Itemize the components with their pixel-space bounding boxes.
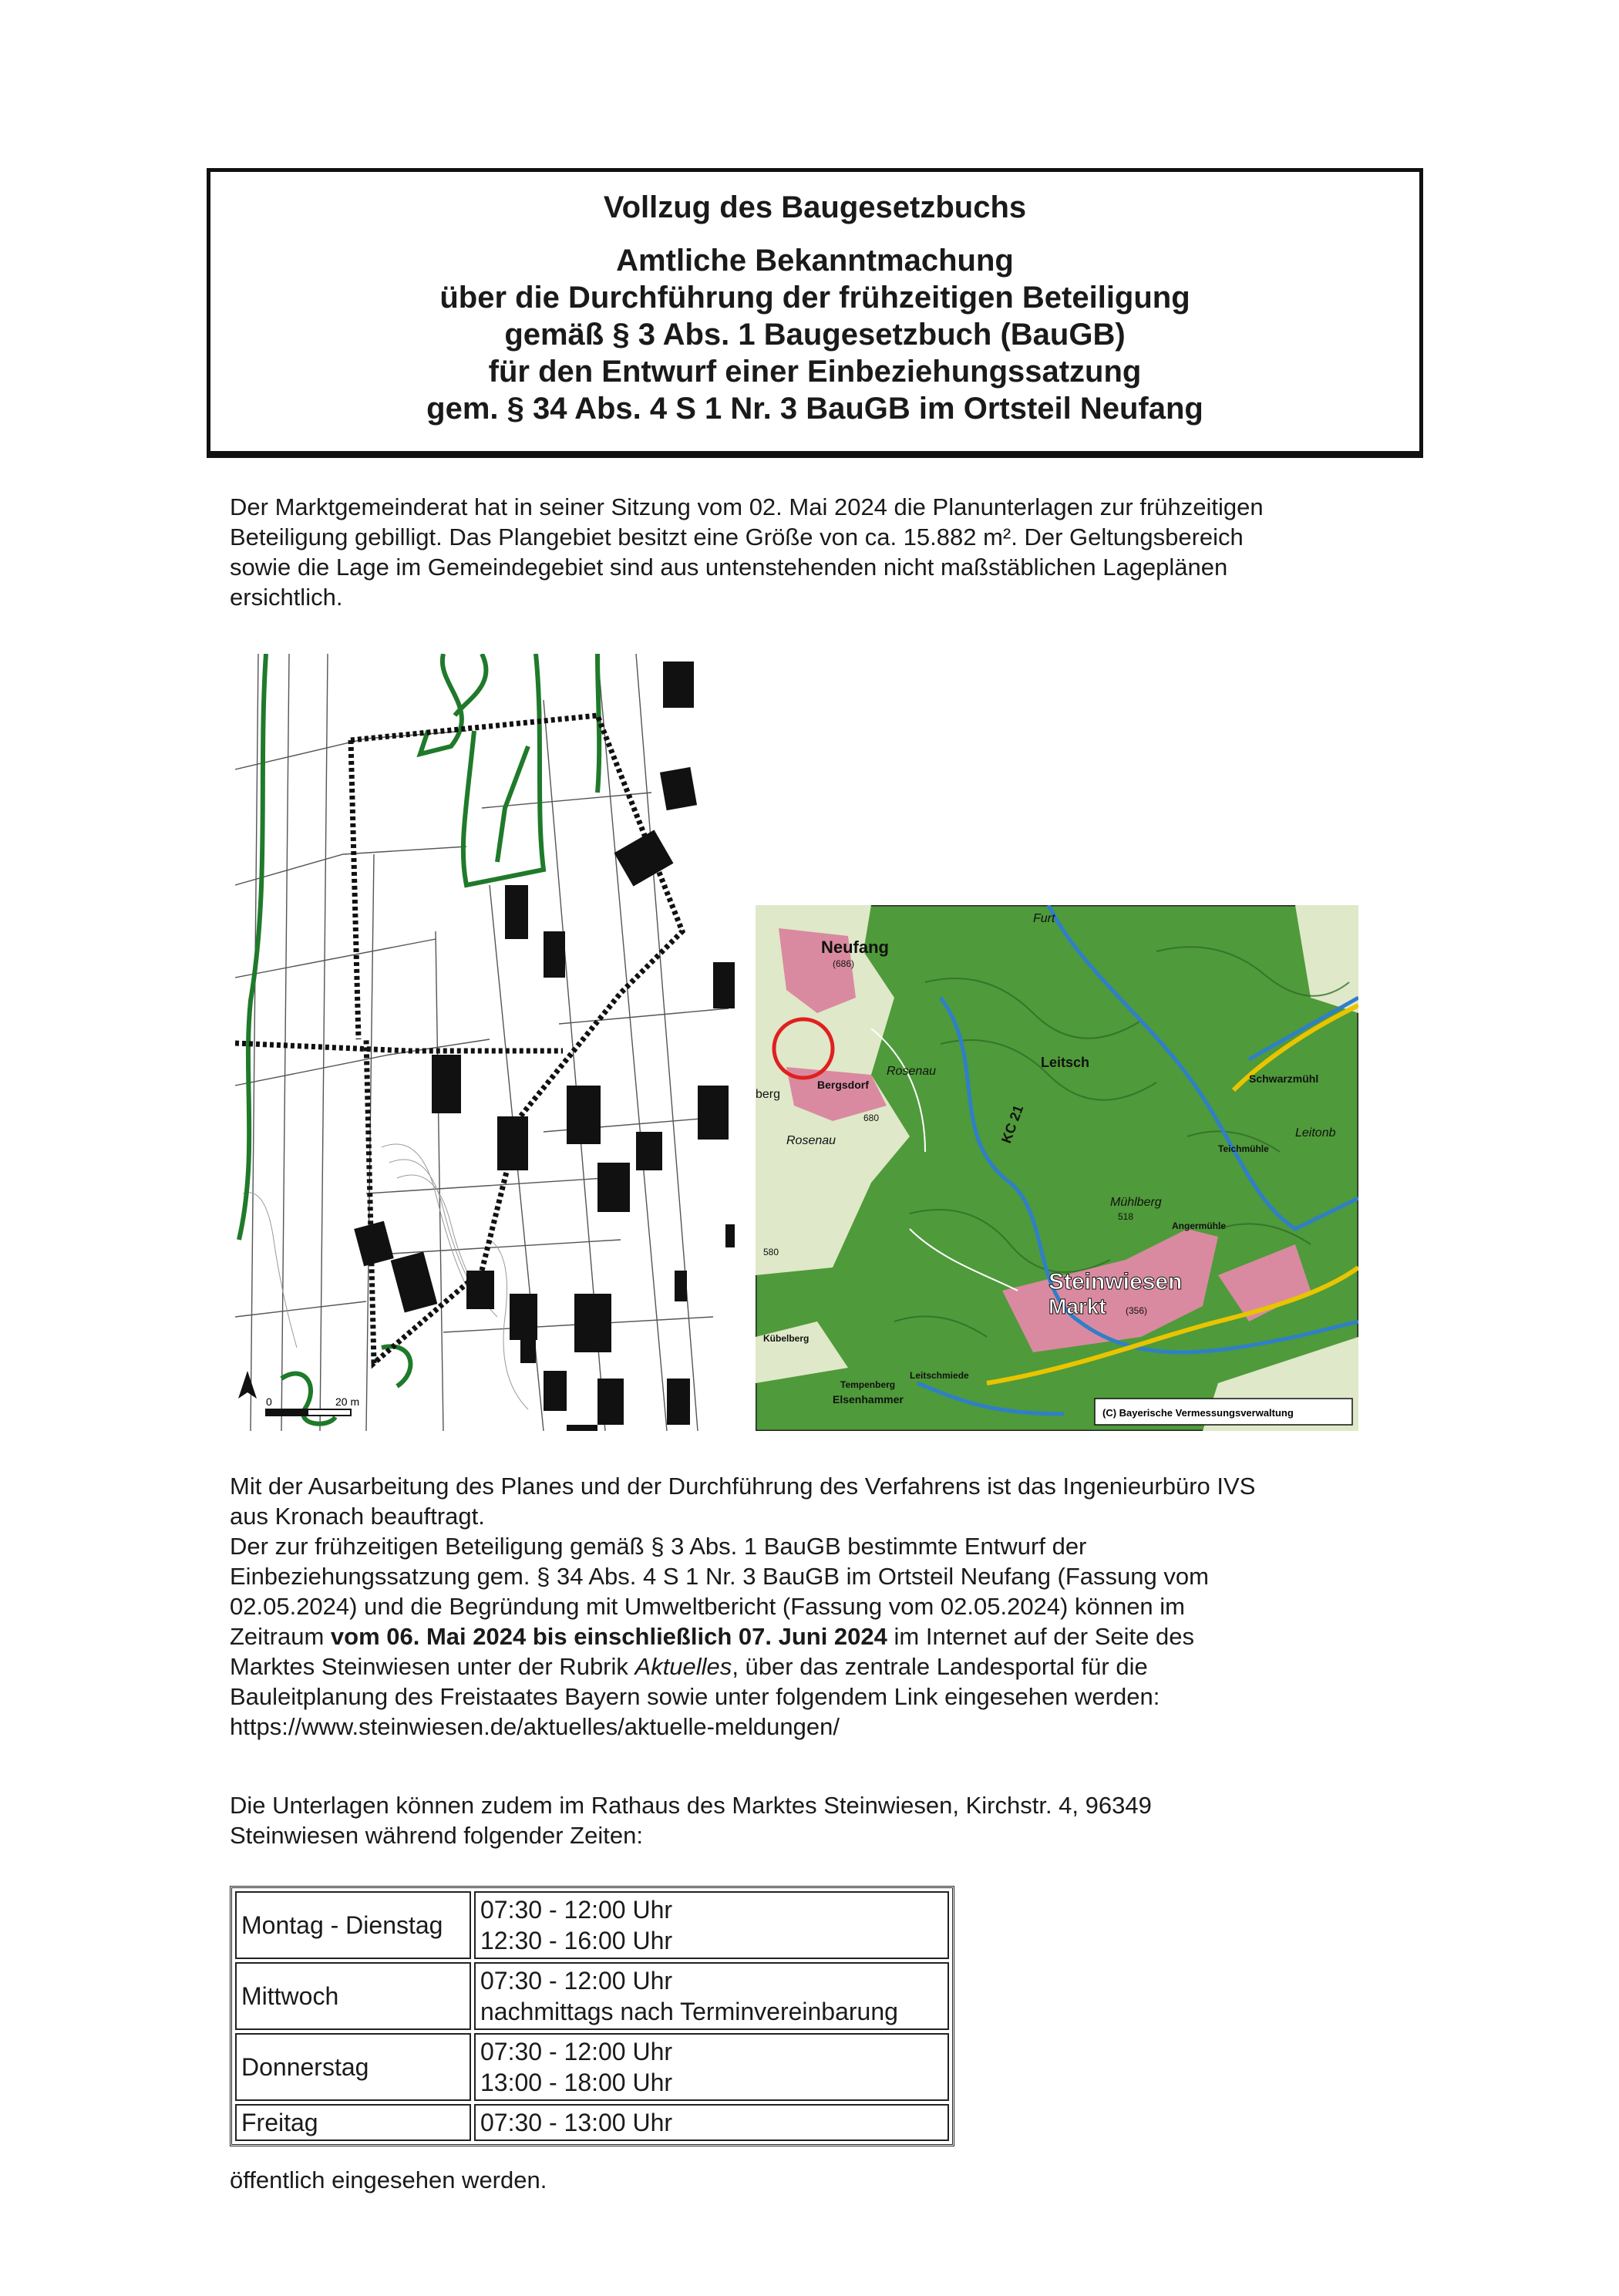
text-line: sowie die Lage im Gemeindegebiet sind aus untenstehenden nicht maßstäblichen Lageplänen [230,554,1228,581]
inline-text: Marktes Steinwiesen unter der Rubrik [230,1653,635,1680]
inline-text: , über das zentrale Landesportal für die [732,1653,1148,1680]
date-range: vom 06. Mai 2024 bis einschließlich 07. Juni 2024 [330,1623,887,1650]
text-line: ersichtlich. [230,584,343,611]
title-underline [207,455,1423,458]
text-line: Der zur frühzeitigen Beteiligung gemäß § 3 Abs. 1 BauGB bestimmte Entwurf der [230,1533,1087,1560]
time-entry: 07:30 - 12:00 Uhr [480,2038,673,2065]
table-row [235,2033,949,2101]
closing-line: öffentlich eingesehen werden. [230,2166,547,2193]
label-muhlberg: Mühlberg [1110,1196,1162,1209]
time-entry: nachmittags nach Terminvereinbarung [480,1998,898,2025]
label-muhlberg-elev: 518 [1118,1211,1134,1222]
text-line: Einbeziehungssatzung gem. § 34 Abs. 4 S 1 Nr. 3 BauGB im Ortsteil Neufang (Fassung vom [230,1563,1209,1590]
label-neufang: Neufang [821,938,889,957]
label-angermuhle: Angermühle [1172,1220,1227,1231]
day-cell: Mittwoch [235,1962,471,2030]
map-copyright: (C) Bayerische Vermessungsverwaltung [1102,1407,1294,1419]
website-link[interactable]: https://www.steinwiesen.de/aktuelles/aktuelle-meldungen/ [230,1713,840,1740]
location-paragraph [230,1790,1409,1850]
label-markt-elev: (356) [1126,1305,1148,1316]
label-rosenau: Rosenau [786,1134,836,1147]
time-entry: 07:30 - 12:00 Uhr [480,1967,673,1995]
text-line: Der Marktgemeinderat hat in seiner Sitzung vom 02. Mai 2024 die Planunterlagen zur frühzeitigen [230,493,1264,520]
label-tempenberg: Tempenberg [840,1379,896,1390]
times-cell [474,2033,949,2101]
label-leitsch: Leitsch [1041,1055,1090,1070]
label-neufang-elev: (686) [833,958,855,969]
table-row [235,2104,949,2141]
text-line [230,1651,1409,1682]
day-cell: Freitag [235,2104,471,2141]
label-markt: Markt [1048,1294,1106,1318]
scale-zero: 0 [266,1395,272,1408]
text-line [230,1621,1409,1651]
label-rosengrund: Rosenau [887,1065,937,1078]
label-furt: Furt [1033,912,1055,925]
times-cell [474,1891,949,1959]
label-bergsdorf: Bergsdorf [817,1079,869,1091]
procedure-paragraph [230,1471,1409,1742]
title-line: gemäß § 3 Abs. 1 Baugesetzbuch (BauGB) [504,318,1126,352]
label-steinwiesen: Steinwiesen [1048,1269,1183,1294]
opening-hours-table [230,1886,954,2146]
time-entry: 07:30 - 13:00 Uhr [480,2109,673,2136]
day-cell: Montag - Dienstag [235,1891,471,1959]
text-line: 02.05.2024) und die Begründung mit Umweltbericht (Fassung vom 02.05.2024) können im [230,1593,1186,1620]
table-row [235,1962,949,2030]
inline-text: im Internet auf der Seite des [887,1623,1194,1650]
time-entry: 07:30 - 12:00 Uhr [480,1896,673,1924]
label-berg: berg [756,1088,781,1101]
text-line: Beteiligung gebilligt. Das Plangebiet besitzt eine Größe von ca. 15.882 m². Der Geltungsbereich [230,524,1244,550]
label-teichmuhle: Teichmühle [1218,1143,1269,1154]
label-kuhberg: Kübelberg [763,1333,810,1344]
title-line: gem. § 34 Abs. 4 S 1 Nr. 3 BauGB im Ortsteil Neufang [426,392,1203,426]
times-cell [474,1962,949,2030]
cadastral-plan-map [235,654,735,1431]
label-leitschmiede: Leitschmiede [910,1370,969,1381]
title-subtitle [210,242,1419,427]
label-elev-580: 580 [763,1247,779,1257]
times-cell [474,2104,949,2141]
topographic-overview-map [756,905,1358,1431]
rubric-name: Aktuelles [634,1653,732,1680]
title-line: Amtliche Bekanntmachung [616,244,1014,278]
title-main: Vollzug des Baugesetzbuchs [603,190,1027,224]
label-elsenhammer: Elsenhammer [833,1393,904,1406]
time-entry: 12:30 - 16:00 Uhr [480,1927,673,1954]
inline-text: Zeitraum [230,1623,331,1650]
label-schwarzmuhl: Schwarzmühl [1249,1072,1319,1085]
text-line: Steinwiesen während folgender Zeiten: [230,1822,643,1849]
label-kc21: KC 21 [998,1103,1027,1146]
table-row [235,1891,949,1959]
label-leitonbach: Leitonb [1295,1126,1336,1140]
title-line: über die Durchführung der frühzeitigen Beteiligung [439,281,1190,315]
label-elev-680: 680 [863,1113,880,1123]
text-line: Mit der Ausarbeitung des Planes und der Durchführung des Verfahrens ist das Ingenieurbüro IVS [230,1473,1256,1500]
intro-paragraph [230,492,1409,612]
text-line: aus Kronach beauftragt. [230,1503,485,1530]
text-line: Die Unterlagen können zudem im Rathaus des Marktes Steinwiesen, Kirchstr. 4, 96349 [230,1792,1152,1819]
announcement-title-box [207,168,1423,455]
text-line: Bauleitplanung des Freistaates Bayern sowie unter folgendem Link eingesehen werden: [230,1683,1160,1710]
time-entry: 13:00 - 18:00 Uhr [480,2069,673,2096]
title-line: für den Entwurf einer Einbeziehungssatzung [488,355,1142,389]
day-cell: Donnerstag [235,2033,471,2101]
scale-label: 20 m [335,1395,360,1408]
